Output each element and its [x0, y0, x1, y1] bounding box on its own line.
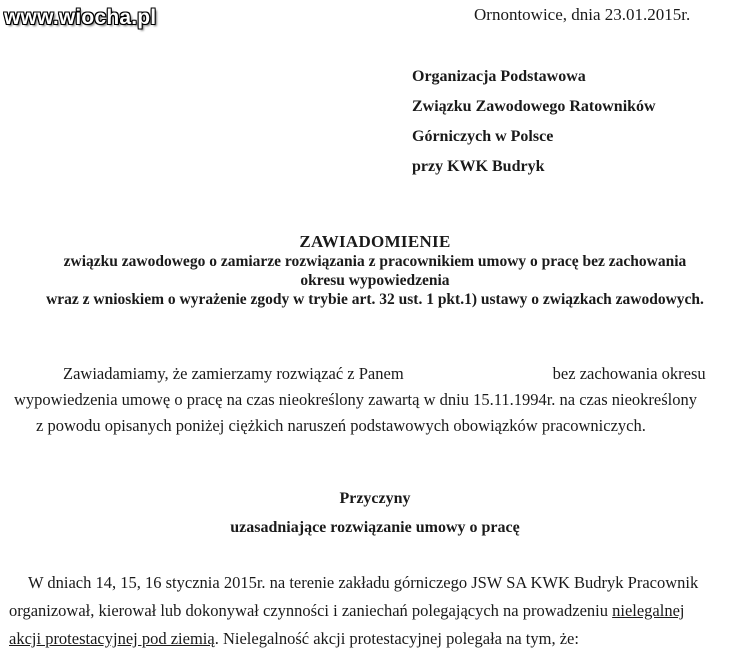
notice-text-after-name: bez zachowania okresu — [552, 364, 706, 383]
paragraph-line — [0, 361, 750, 387]
recipient-line: Organizacja Podstawowa — [412, 68, 586, 85]
watermark-logo: www.wiocha.pl — [4, 6, 157, 29]
title-heading: ZAWIADOMIENIE — [299, 232, 451, 251]
paragraph-text: organizował, kierował lub dokonywał czynności i zaniechań polegających na prowadzeniu — [9, 601, 608, 620]
reasons-subheading: uzasadniające rozwiązanie umowy o pracę — [230, 519, 520, 536]
recipient-line: Górniczych w Polsce — [412, 128, 554, 145]
reasons-paragraph — [0, 569, 750, 653]
title-line: związku zawodowego o zamiarze rozwiązania z pracownikiem umowy o pracę bez zachowania — [63, 253, 687, 270]
document-title — [0, 232, 750, 309]
recipient-address — [412, 62, 656, 182]
recipient-line: Związku Zawodowego Ratowników — [412, 98, 656, 115]
paragraph-line: wypowiedzenia umowę o pracę na czas nieokreślony zawartą w dniu 15.11.1994r. na czas nieokreślony — [14, 390, 697, 409]
paragraph-line: z powodu opisanych poniżej ciężkich naruszeń podstawowych obowiązków pracowniczych. — [36, 416, 646, 435]
paragraph-line — [0, 625, 750, 653]
recipient-line: przy KWK Budryk — [412, 158, 545, 175]
paragraph-line: W dniach 14, 15, 16 stycznia 2015r. na terenie zakładu górniczego JSW SA KWK Budryk Pracownik — [28, 573, 699, 592]
reasons-heading-block — [0, 484, 750, 542]
paragraph-line — [0, 597, 750, 625]
underlined-text: nielegalnej — [612, 601, 685, 620]
paragraph-text: . Nielegalność akcji protestacyjnej polegała na tym, że: — [214, 629, 579, 648]
notice-paragraph — [0, 361, 750, 439]
title-line: okresu wypowiedzenia — [300, 272, 450, 289]
underlined-text: akcji protestacyjnej pod ziemią — [9, 629, 215, 648]
title-line: wraz z wnioskiem o wyrażenie zgody w trybie art. 32 ust. 1 pkt.1) ustawy o związkach zawodowych. — [46, 291, 704, 308]
notice-text-before-name: Zawiadamiamy, że zamierzamy rozwiązać z Panem — [63, 364, 404, 383]
place-date: Ornontowice, dnia 23.01.2015r. — [474, 5, 691, 24]
reasons-heading: Przyczyny — [339, 490, 411, 507]
